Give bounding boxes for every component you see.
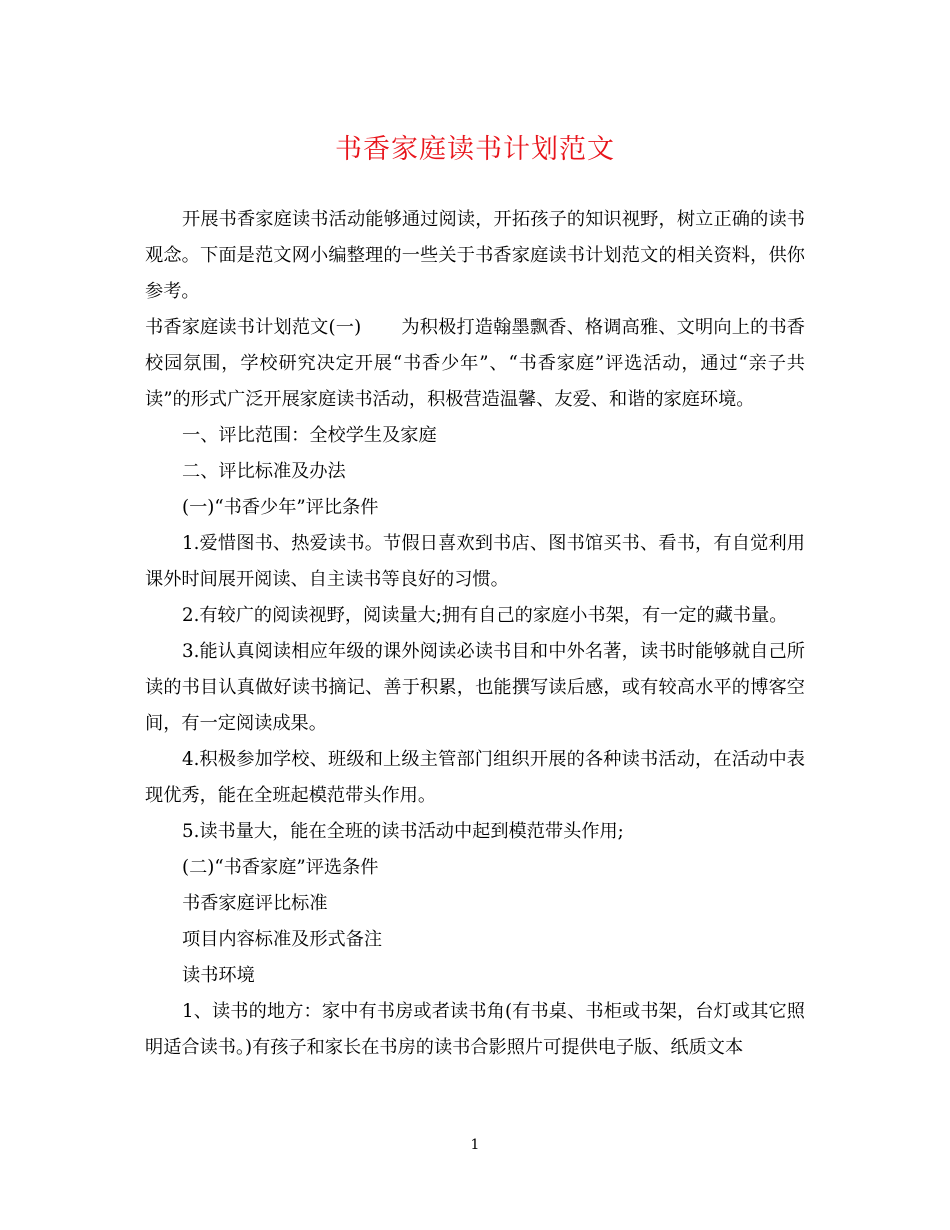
section-text: 为积极打造翰墨飘香、格调高雅、文明向上的书香校园氛围，学校研究决定开展“书香少年”、“书香家庭”评选活动，通过“亲子共读”的形式广泛开展家庭读书活动，积极营造温馨、友爱、和谐的家庭环境。	[145, 317, 805, 410]
intro-paragraph: 开展书香家庭读书活动能够通过阅读，开拓孩子的知识视野，树立正确的读书观念。下面是范文网小编整理的一些关于书香家庭读书计划范文的相关资料，供你参考。	[145, 209, 805, 302]
paragraph-scope: 一、评比范围：全校学生及家庭	[182, 425, 437, 446]
paragraph-family-conditions: (二)“书香家庭”评选条件	[182, 857, 379, 878]
paragraph-item-2: 2.有较广的阅读视野，阅读量大;拥有自己的家庭小书架，有一定的藏书量。	[182, 605, 788, 626]
paragraph-family-standard: 书香家庭评比标准	[182, 893, 328, 914]
section-heading: 书香家庭读书计划范文(一)	[145, 317, 362, 338]
paragraph-reading-environment: 读书环境	[182, 965, 255, 986]
paragraph-reading-place: 1、读书的地方：家中有书房或者读书角(有书桌、书柜或书架，台灯或其它照明适合读书。)有孩子和家长在书房的读书合影照片可提供电子版、纸质文本	[145, 1001, 805, 1058]
document-body	[145, 202, 805, 1066]
paragraph-item-3: 3.能认真阅读相应年级的课外阅读必读书目和中外名著，读书时能够就自己所读的书目认真做好读书摘记、善于积累，也能撰写读后感，或有较高水平的博客空间，有一定阅读成果。	[145, 641, 805, 734]
section-paragraph	[145, 310, 805, 418]
paragraph-criteria-heading: 二、评比标准及办法	[182, 461, 346, 482]
paragraph-youth-conditions: (一)“书香少年”评比条件	[182, 497, 379, 518]
page-number: 1	[470, 1137, 480, 1153]
paragraph-table-header: 项目内容标准及形式备注	[182, 929, 383, 950]
paragraph-item-5: 5.读书量大，能在全班的读书活动中起到模范带头作用;	[182, 821, 624, 842]
paragraph-item-1: 1.爱惜图书、热爱读书。节假日喜欢到书店、图书馆买书、看书，有自觉利用课外时间展开阅读、自主读书等良好的习惯。	[145, 533, 805, 590]
paragraph-item-4: 4.积极参加学校、班级和上级主管部门组织开展的各种读书活动，在活动中表现优秀，能在全班起模范带头作用。	[145, 749, 805, 806]
document-title: 书香家庭读书计划范文	[335, 134, 615, 165]
